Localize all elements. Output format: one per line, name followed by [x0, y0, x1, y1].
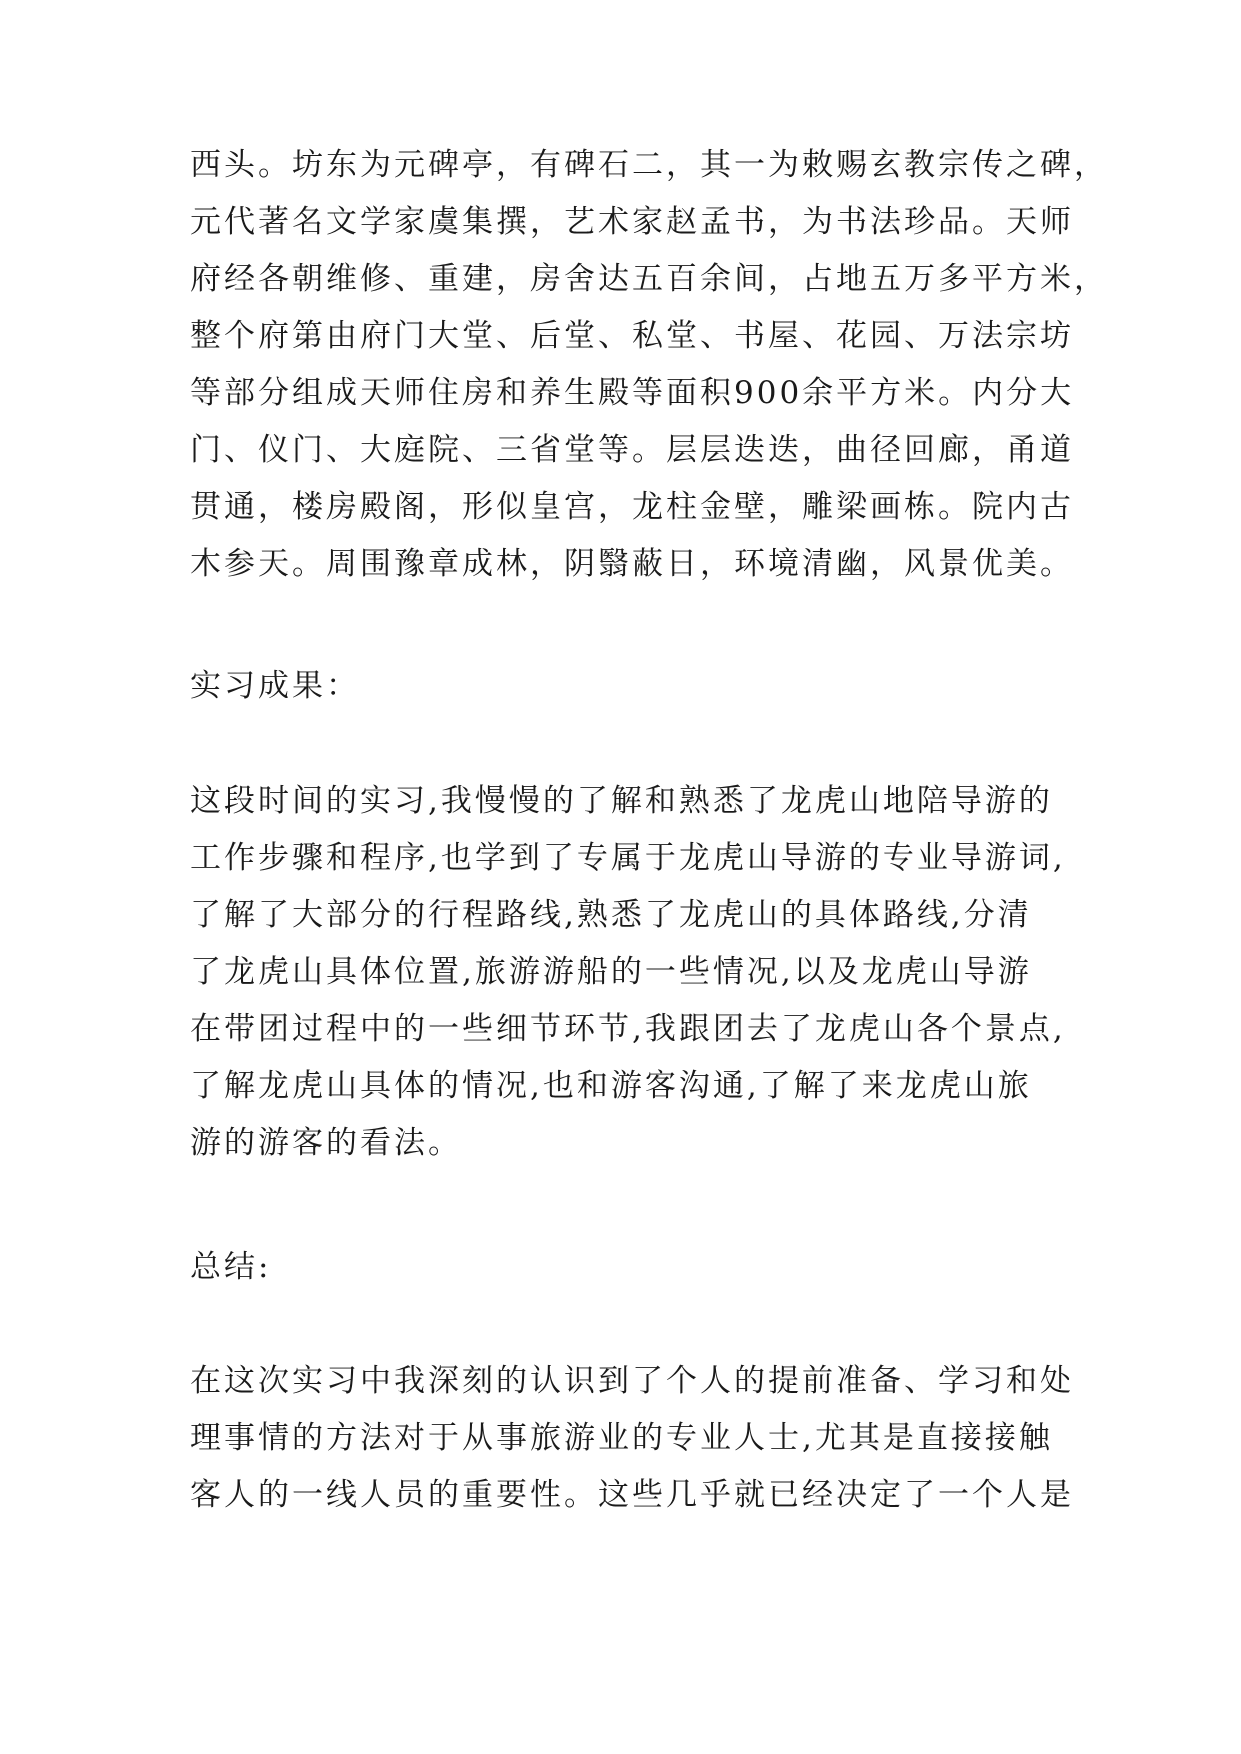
text-line: 这段时间的实习,我慢慢的了解和熟悉了龙虎山地陪导游的 — [190, 783, 1053, 819]
paragraph-summary — [190, 1353, 1074, 1524]
text-line: 门、仪门、大庭院、三省堂等。层层迭迭，曲径回廊，甬道 — [190, 432, 1074, 468]
text-line: 在带团过程中的一些细节环节,我跟团去了龙虎山各个景点, — [190, 1011, 1066, 1047]
paragraph-tianshi-mansion — [190, 137, 1108, 593]
text-line: 在这次实习中我深刻的认识到了个人的提前准备、学习和处 — [190, 1363, 1074, 1399]
text-line: 贯通，楼房殿阁，形似皇宫，龙柱金壁，雕梁画栋。院内古 — [190, 489, 1074, 525]
text-line: 木参天。周围豫章成林，阴翳蔽日，环境清幽，风景优美。 — [190, 546, 1074, 582]
text-line: 工作步骤和程序,也学到了专属于龙虎山导游的专业导游词, — [190, 840, 1066, 876]
text-line: 等部分组成天师住房和养生殿等面积900余平方米。内分大 — [190, 375, 1075, 411]
text-line: 客人的一线人员的重要性。这些几乎就已经决定了一个人是 — [190, 1477, 1074, 1513]
section-heading-results-block — [190, 658, 1070, 715]
text-line: 了解龙虎山具体的情况,也和游客沟通,了解了来龙虎山旅 — [190, 1068, 1032, 1104]
section-heading-results: 实习成果： — [190, 668, 360, 704]
text-line: 理事情的方法对于从事旅游业的专业人士,尤其是直接接触 — [190, 1420, 1053, 1456]
section-heading-summary: 总结: — [190, 1249, 272, 1285]
paragraph-internship-results — [190, 773, 1070, 1172]
text-line: 了龙虎山具体位置,旅游游船的一些情况,以及龙虎山导游 — [190, 954, 1032, 990]
text-line: 了解了大部分的行程路线,熟悉了龙虎山的具体路线,分清 — [190, 897, 1032, 933]
text-line: 游的游客的看法。 — [190, 1125, 462, 1161]
text-line: 西头。坊东为元碑亭，有碑石二，其一为敕赐玄教宗传之碑， — [190, 147, 1108, 183]
section-heading-summary-block — [190, 1239, 1070, 1296]
text-line: 整个府第由府门大堂、后堂、私堂、书屋、花园、万法宗坊 — [190, 318, 1074, 354]
text-line: 府经各朝维修、重建，房舍达五百余间，占地五万多平方米， — [190, 261, 1108, 297]
text-line: 元代著名文学家虞集撰，艺术家赵孟书，为书法珍品。天师 — [190, 204, 1074, 240]
